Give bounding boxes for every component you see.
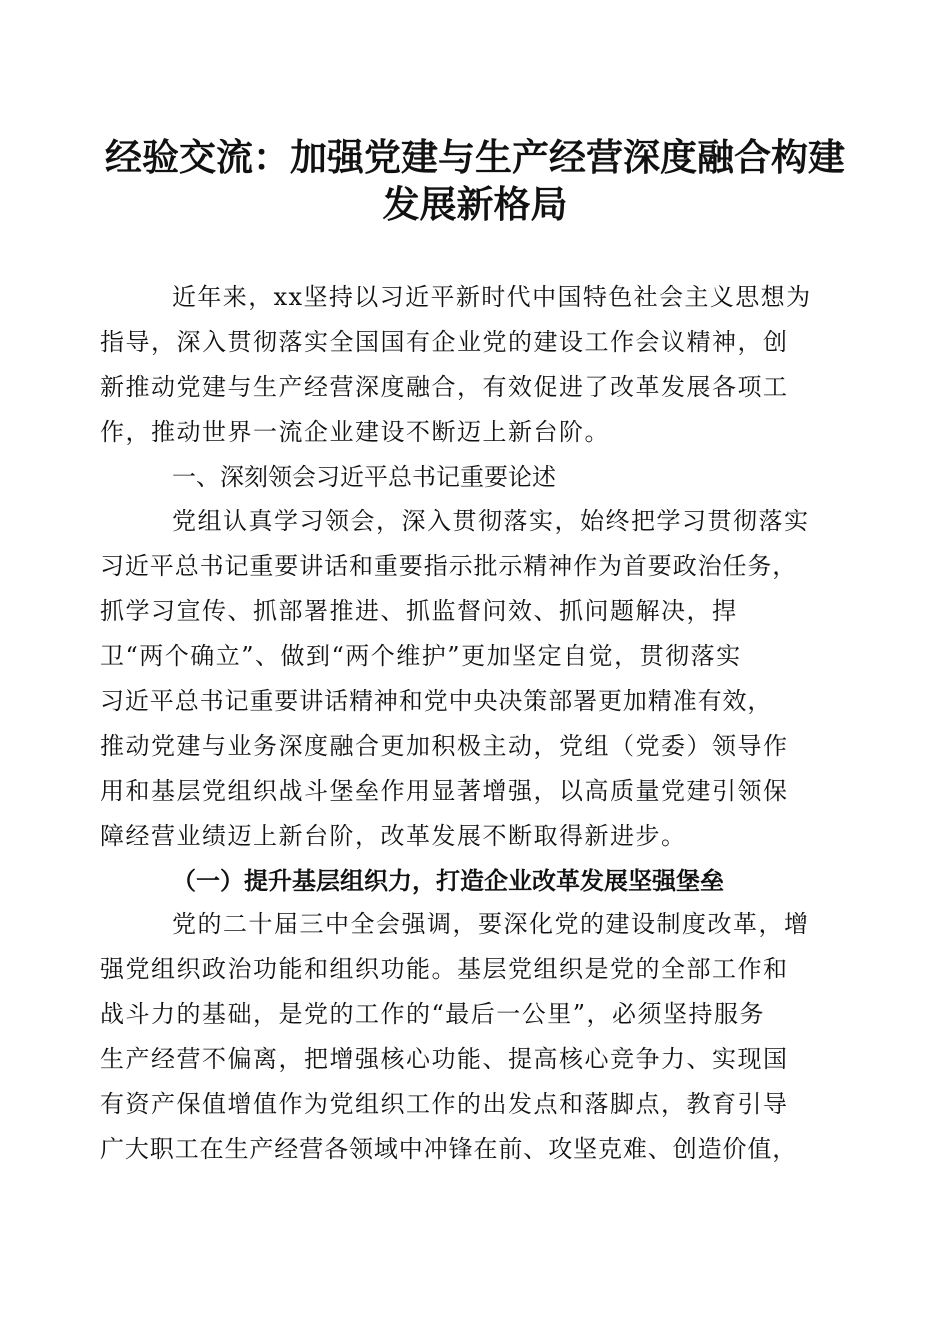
section-1-line-4: 卫“两个确立”、做到“两个维护”更加坚定自觉，贯彻落实 [100, 642, 742, 670]
subsection-1-line-3: 战斗力的基础，是党的工作的“最后一公里”，必须坚持服务 [100, 1000, 766, 1028]
section-1-line-1: 党组认真学习领会，深入贯彻落实，始终把学习贯彻落实 [172, 507, 810, 535]
section-1-line-3: 抓学习宣传、抓部署推进、抓监督问效、抓问题解决，捍 [100, 597, 738, 625]
subsection-1-line-4: 生产经营不偏离，把增强核心功能、提高核心竞争力、实现国 [100, 1045, 789, 1073]
document-title-line-2: 发展新格局 [382, 182, 568, 226]
intro-line-3: 新推动党建与生产经营深度融合，有效促进了改革发展各项工 [100, 373, 789, 401]
section-1-line-7: 用和基层党组织战斗堡垒作用显著增强，以高质量党建引领保 [100, 777, 789, 805]
subsection-1-line-6: 广大职工在生产经营各领域中冲锋在前、攻坚克难、创造价值， [100, 1135, 798, 1163]
intro-line-2: 指导，深入贯彻落实全国国有企业党的建设工作会议精神，创 [100, 328, 789, 356]
intro-line-4: 作，推动世界一流企业建设不断迈上新台阶。 [100, 418, 610, 446]
section-1-line-8: 障经营业绩迈上新台阶，改革发展不断取得新进步。 [100, 822, 687, 850]
subsection-1-heading: （一）提升基层组织力，打造企业改革发展坚强堡垒 [172, 866, 724, 895]
section-1-heading: 一、深刻领会习近平总书记重要论述 [172, 463, 556, 491]
subsection-1-line-2: 强党组织政治功能和组织功能。基层党组织是党的全部工作和 [100, 955, 789, 983]
subsection-1-line-1: 党的二十届三中全会强调，要深化党的建设制度改革，增 [172, 910, 810, 938]
section-1-line-5: 习近平总书记重要讲话精神和党中央决策部署更加精准有效， [100, 687, 773, 715]
section-1-line-6: 推动党建与业务深度融合更加积极主动，党组（党委）领导作 [100, 732, 789, 760]
subsection-1-line-5: 有资产保值增值作为党组织工作的出发点和落脚点，教育引导 [100, 1090, 789, 1118]
section-1-line-2: 习近平总书记重要讲话和重要指示批示精神作为首要政治任务， [100, 552, 798, 580]
intro-line-1: 近年来，xx坚持以习近平新时代中国特色社会主义思想为 [172, 283, 812, 311]
document-title-line-1: 经验交流：加强党建与生产经营深度融合构建 [105, 135, 845, 179]
